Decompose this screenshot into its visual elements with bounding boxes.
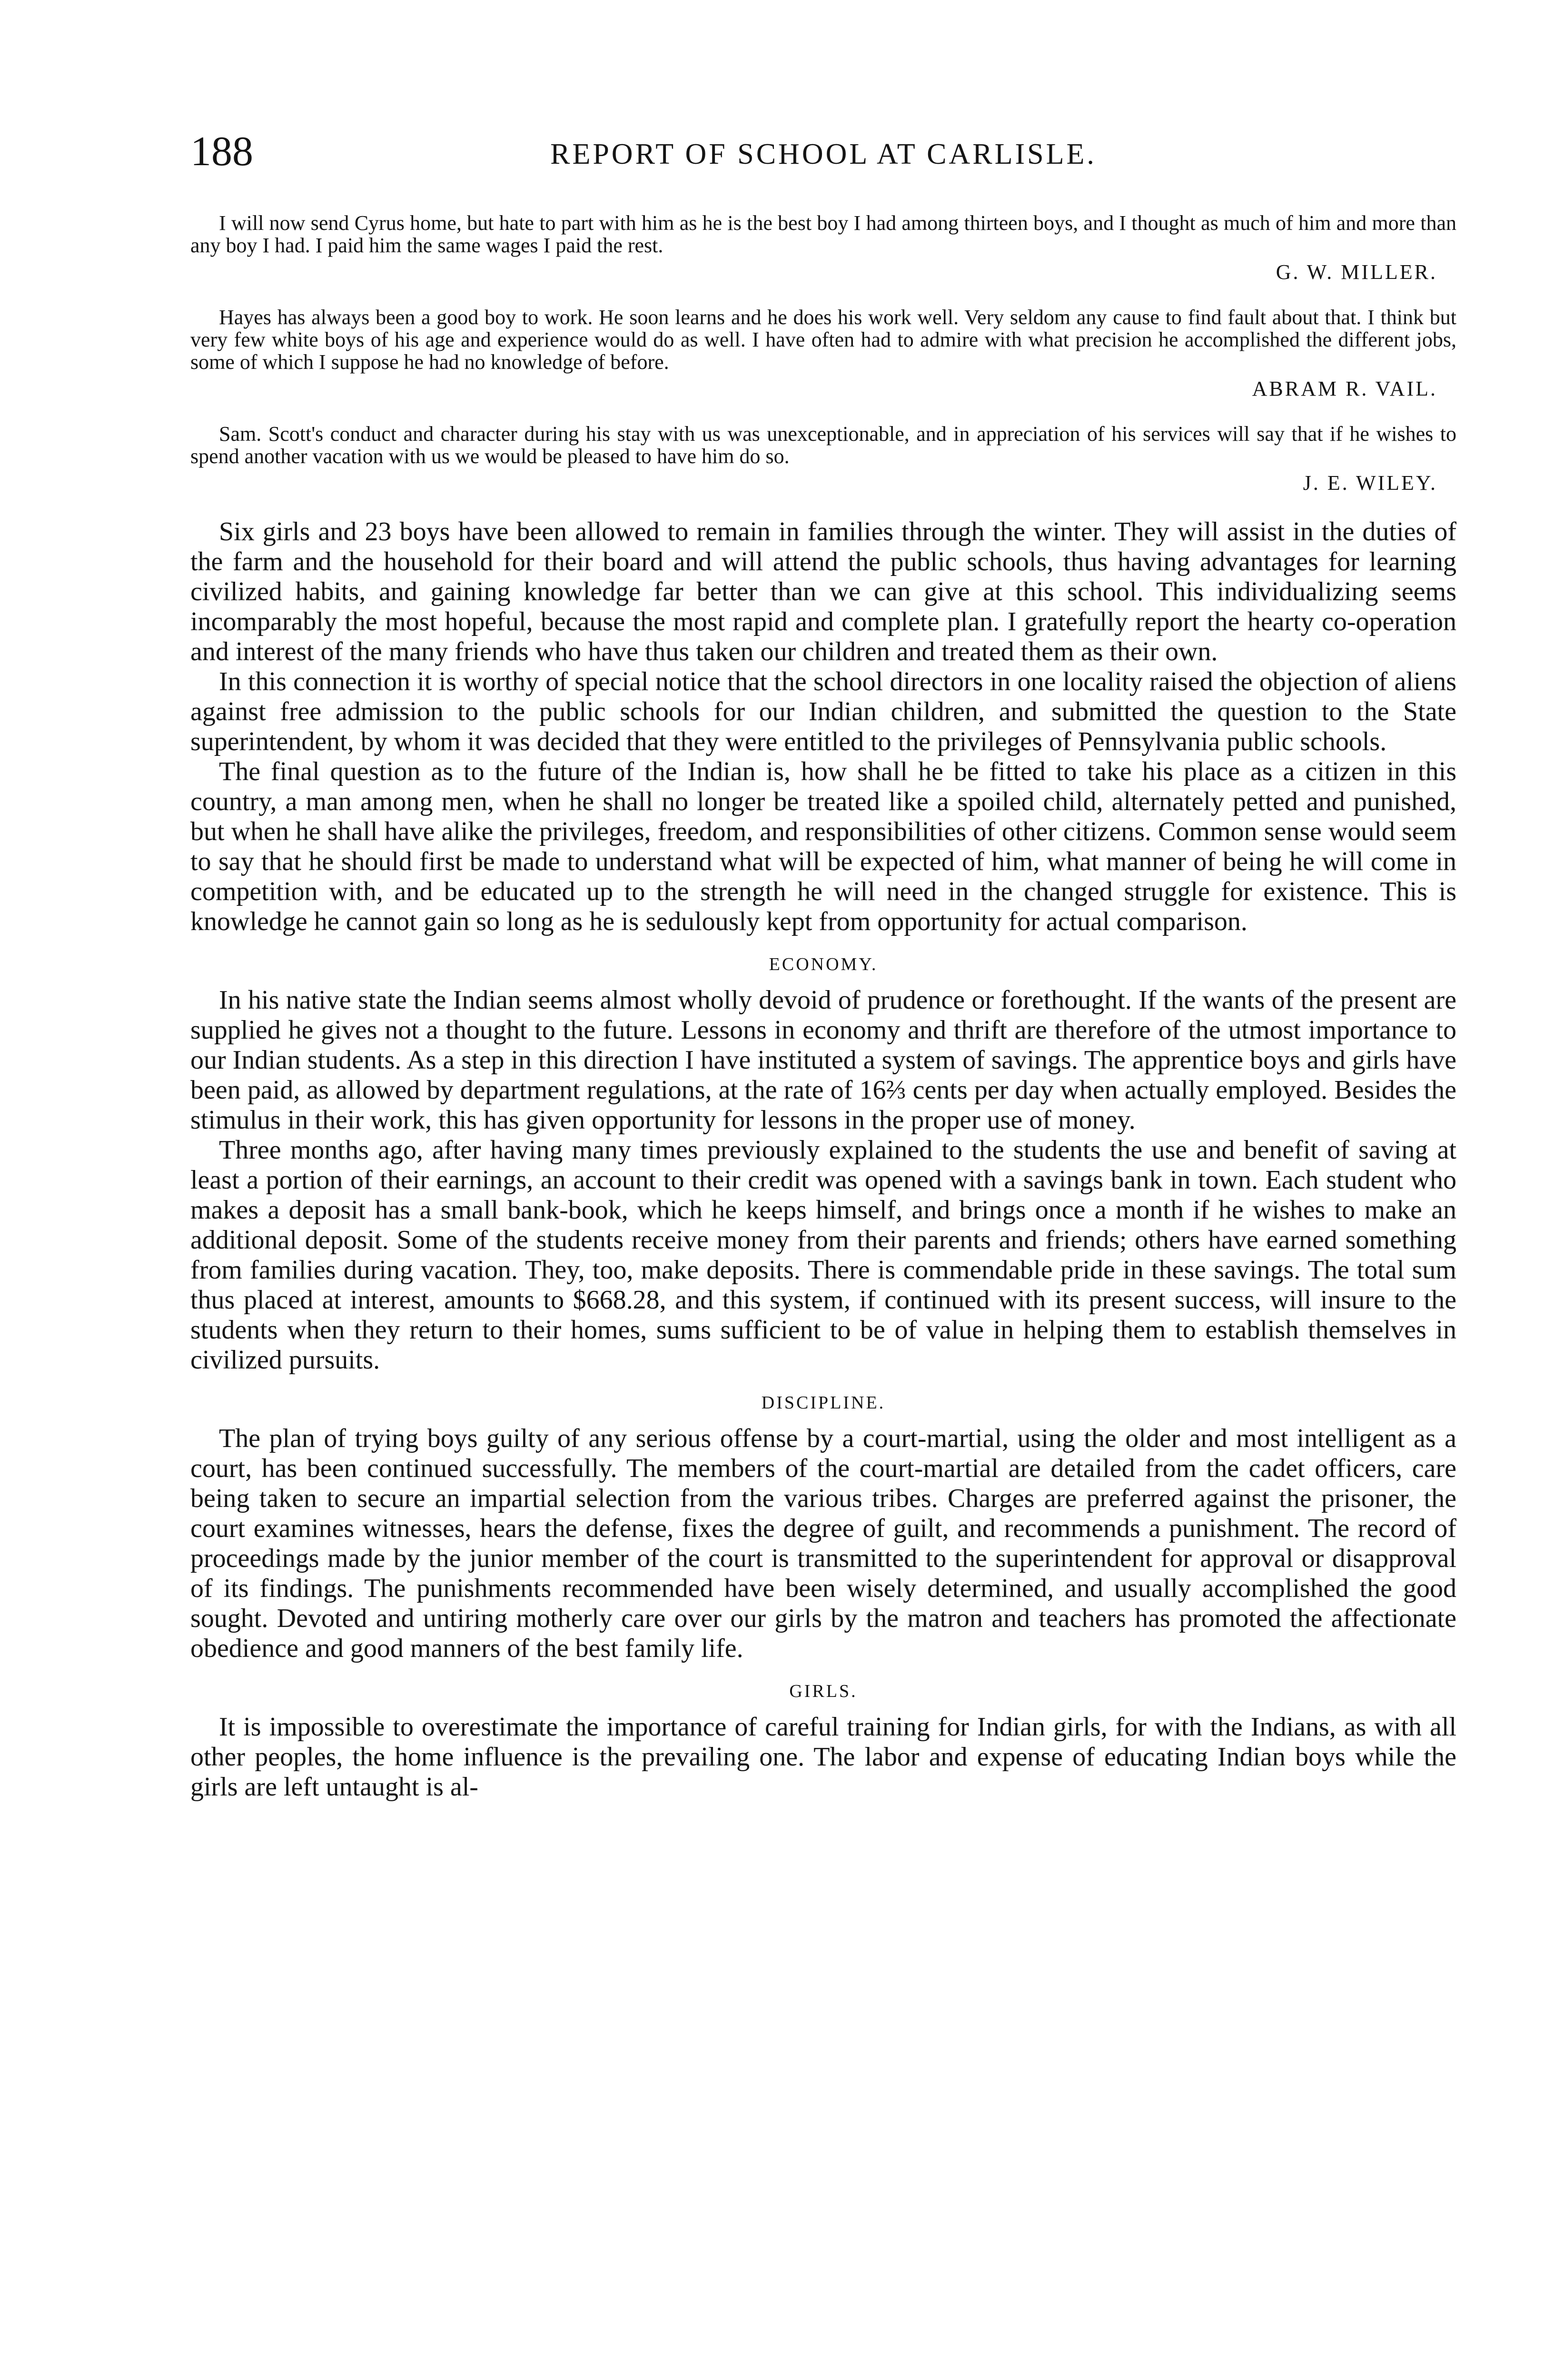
- running-title: REPORT OF SCHOOL AT CARLISLE.: [550, 138, 1097, 170]
- body-paragraph: Three months ago, after having many times previously explained to the students the use and benefit of saving at least a portion of their earnings, an account to their credit was opened with a savings bank in town. Each student who makes a deposit has a small bank-book, which he keeps himself, and brings once a month if he wishes to make an additional deposit. Some of the students receive money from their parents and friends; others have earned something from families during vacation. They, too, make deposits. There is commendable pride in these savings. The total sum thus placed at interest, amounts to $668.28, and this system, if continued with its present success, will insure to the students when they return to their homes, sums sufficient to be of value in helping them to establish themselves in civilized pursuits.: [190, 1135, 1456, 1375]
- section-heading: ECONOMY.: [769, 954, 878, 974]
- page-number: 188: [190, 129, 253, 175]
- letter-miller: [190, 212, 1456, 284]
- body-paragraph: It is impossible to overestimate the importance of careful training for Indian girls, for with the Indians, as with all other peoples, the home influence is the prevailing one. The labor and expense of educating Indian boys while the girls are left untaught is al-: [190, 1712, 1456, 1802]
- economy-section: [190, 954, 1456, 1375]
- body-paragraph: In this connection it is worthy of special notice that the school directors in one locality raised the objection of aliens against free admission to the public schools for our Indian children, and submitted the question to the State superintendent, by whom it was decided that they were entitled to the privileges of Pennsylvania public schools.: [190, 667, 1456, 756]
- letter-text: Sam. Scott's conduct and character during his stay with us was unexceptionable, and in appreciation of his services will say that if he wishes to spend another vacation with us we would be pleased to have him do so.: [190, 422, 1456, 468]
- body-paragraph: The plan of trying boys guilty of any serious offense by a court-martial, using the older and most intelligent as a court, has been continued successfully. The members of the court-martial are detailed from the cadet officers, care being taken to secure an impartial selection from the various tribes. Charges are preferred against the prisoner, the court examines witnesses, hears the defense, fixes the degree of guilt, and recommends a punishment. The record of proceedings made by the junior member of the court is transmitted to the superintendent for approval or disapproval of its findings. The punishments recommended have been wisely determined, and usually accomplished the good sought. Devoted and untiring motherly care over our girls by the matron and teachers has promoted the affectionate obedience and good manners of the best family life.: [190, 1424, 1456, 1663]
- girls-section: [190, 1681, 1456, 1802]
- intro-section: [190, 517, 1456, 937]
- letter-signature: G. W. MILLER.: [1276, 260, 1437, 284]
- letter-text: Hayes has always been a good boy to work. He soon learns and he does his work well. Very seldom any cause to find fault about that. I think but very few white boys of his age and experience would do as well. I have often had to admire with what precision he accomplished the different jobs, some of which I suppose he had no knowledge of before.: [190, 306, 1456, 374]
- letter-signature: J. E. WILEY.: [1303, 471, 1437, 495]
- section-heading: DISCIPLINE.: [761, 1393, 886, 1413]
- body-paragraph: In his native state the Indian seems almost wholly devoid of prudence or forethought. If the wants of the present are supplied he gives not a thought to the future. Lessons in economy and thrift are therefore of the utmost importance to our Indian students. As a step in this direction I have instituted a system of savings. The apprentice boys and girls have been paid, as allowed by department regulations, at the rate of 16⅔ cents per day when actually employed. Besides the stimulus in their work, this has given opportunity for lessons in the proper use of money.: [190, 985, 1456, 1135]
- body-paragraph: The final question as to the future of the Indian is, how shall he be fitted to take his place as a citizen in this country, a man among men, when he shall no longer be treated like a spoiled child, alternately petted and punished, but when he shall have alike the privileges, freedom, and responsibilities of other citizens. Common sense would seem to say that he should first be made to understand what will be expected of him, what manner of being he will come in competition with, and be educated up to the strength he will need in the changed struggle for existence. This is knowledge he cannot gain so long as he is sedulously kept from opportunity for actual comparison.: [190, 757, 1456, 936]
- letter-wiley: [190, 423, 1456, 495]
- letter-vail: [190, 306, 1456, 401]
- section-heading: GIRLS.: [789, 1681, 858, 1701]
- body-paragraph: Six girls and 23 boys have been allowed to remain in families through the winter. They will assist in the duties of the farm and the household for their board and will attend the public schools, thus having advantages for learning civilized habits, and gaining knowledge far better than we can give at this school. This individualizing seems incomparably the most hopeful, because the most rapid and complete plan. I gratefully report the hearty co-operation and interest of the many friends who have thus taken our children and treated them as their own.: [190, 517, 1456, 666]
- letter-signature: ABRAM R. VAIL.: [1252, 377, 1437, 400]
- discipline-section: [190, 1392, 1456, 1664]
- page-header: [190, 131, 1456, 183]
- letter-text: I will now send Cyrus home, but hate to part with him as he is the best boy I had among thirteen boys, and I thought as much of him and more than any boy I had. I paid him the same wages I paid the rest.: [190, 211, 1456, 257]
- page-content: [190, 212, 1456, 1802]
